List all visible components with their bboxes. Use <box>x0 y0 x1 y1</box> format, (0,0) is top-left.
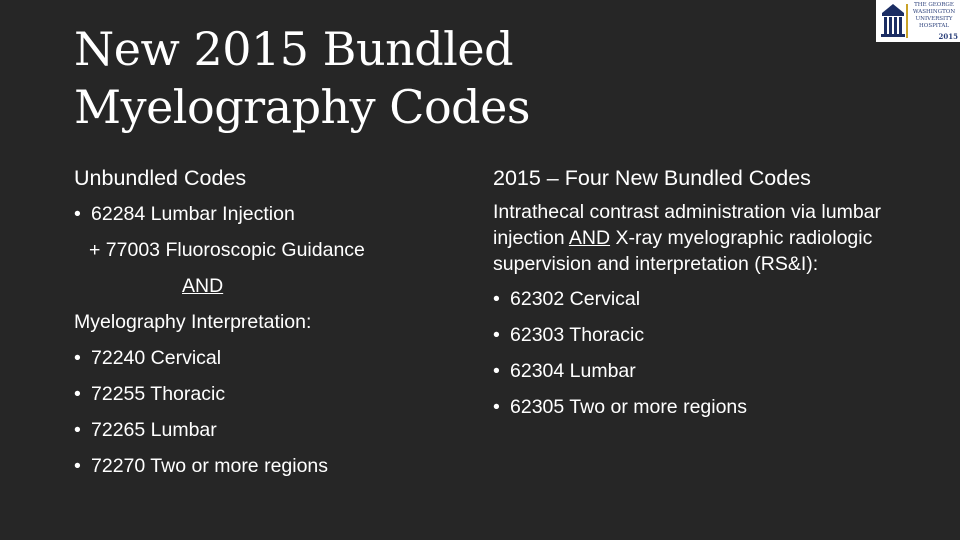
list-item-text: 72255 Thoracic <box>91 383 226 405</box>
bullet-icon: • <box>493 360 500 382</box>
bullet-icon: • <box>74 203 81 225</box>
logo-line-2: WASHINGTON <box>912 9 956 15</box>
list-item <box>493 317 913 353</box>
list-item <box>74 448 454 484</box>
unbundled-codes-column <box>74 160 454 484</box>
slide-title <box>74 20 694 136</box>
list-item <box>493 353 913 389</box>
bullet-icon: • <box>74 419 81 441</box>
list-item-text: 62303 Thoracic <box>510 324 645 346</box>
list-item <box>74 340 454 376</box>
description-part-2: X-ray myelographic radiologic supervision and interpretation (RS&I): <box>493 227 873 275</box>
bullet-icon: • <box>493 288 500 310</box>
list-item-text: 62304 Lumbar <box>510 360 636 382</box>
unbundled-codes-heading: Unbundled Codes <box>74 166 247 190</box>
lumbar-injection-item <box>74 196 454 232</box>
bullet-icon: • <box>493 396 500 418</box>
list-item <box>493 389 913 425</box>
interpretation-label: Myelography Interpretation: <box>74 311 312 333</box>
and-connector: AND <box>182 275 224 297</box>
list-item-text: 72265 Lumbar <box>91 419 217 441</box>
description-and: AND <box>568 227 611 249</box>
list-item <box>493 281 913 317</box>
bundled-codes-column <box>493 160 913 425</box>
description-part-1: Intrathecal contrast administration via lumbar injection <box>493 201 882 249</box>
logo-year: 2015 <box>938 32 958 41</box>
list-item-text: 62305 Two or more regions <box>510 396 748 418</box>
logo-wordmark <box>910 2 958 30</box>
bullet-icon: • <box>74 383 81 405</box>
logo-line-4: HOSPITAL <box>919 23 949 29</box>
bullet-icon: • <box>74 455 81 477</box>
bundled-codes-description <box>493 199 913 277</box>
slide-title-line-1: New 2015 Bundled <box>74 22 514 76</box>
bundled-codes-heading: 2015 – Four New Bundled Codes <box>493 166 811 190</box>
hospital-building-icon <box>876 0 910 42</box>
hospital-logo <box>876 0 960 42</box>
logo-line-1: THE GEORGE <box>914 2 954 8</box>
list-item <box>74 376 454 412</box>
list-item-text: 72270 Two or more regions <box>91 455 329 477</box>
fluoroscopic-guidance-text: + 77003 Fluoroscopic Guidance <box>89 239 365 261</box>
logo-line-3: UNIVERSITY <box>915 16 953 22</box>
bullet-icon: • <box>493 324 500 346</box>
list-item-text: 72240 Cervical <box>91 347 222 369</box>
lumbar-injection-text: 62284 Lumbar Injection <box>91 203 295 225</box>
slide-title-line-2: Myelography Codes <box>74 80 530 134</box>
list-item-text: 62302 Cervical <box>510 288 641 310</box>
bullet-icon: • <box>74 347 81 369</box>
list-item <box>74 412 454 448</box>
